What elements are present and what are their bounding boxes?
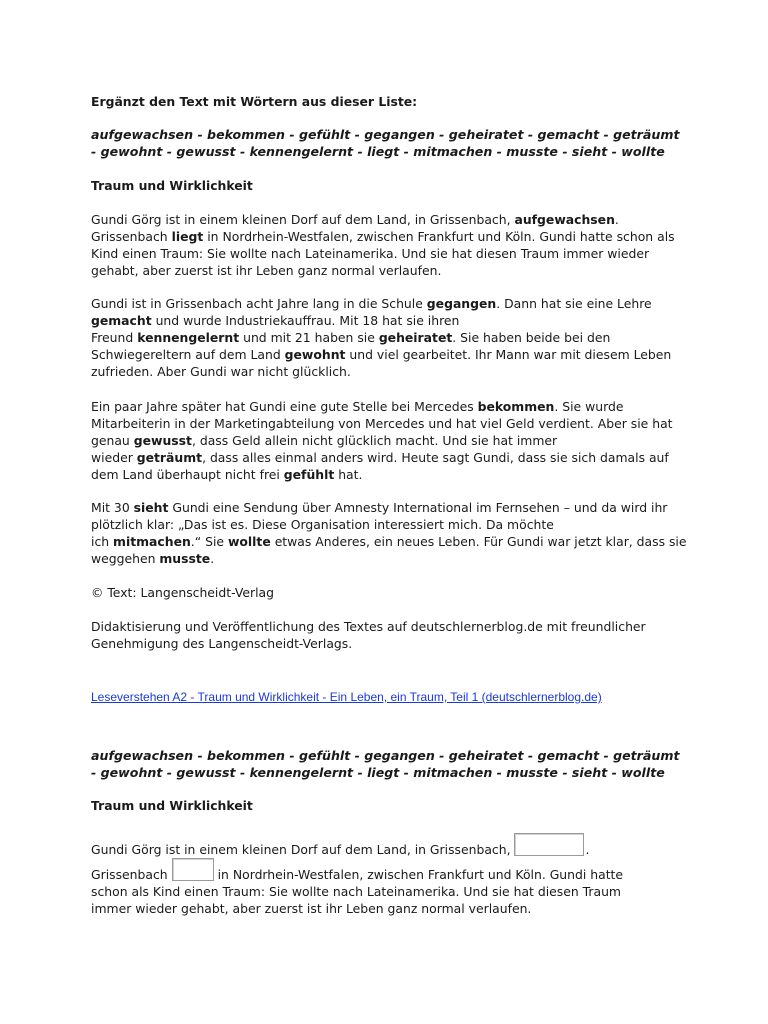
answer-word: musste (159, 551, 211, 566)
text: Gundi ist in Grissenbach acht Jahre lang in die Schule (91, 296, 427, 311)
answer-word: aufgewachsen (514, 212, 615, 227)
answer-word: kennengelernt (137, 330, 240, 345)
text: Ein paar Jahre später hat Gundi eine gute Stelle bei Mercedes (91, 399, 478, 414)
text: .“ Sie (190, 534, 228, 549)
text: Gundi Görg ist in einem kleinen Dorf auf dem Land, in Grissenbach, (91, 842, 511, 857)
text: . Sie wurde Mitarbeiterin in der Marketingabteilung von Mercedes und hat viel Geld verdient. Aber sie hat genau (91, 399, 673, 448)
text: . Grissenbach (91, 212, 619, 244)
story-title: Traum und Wirklichkeit (91, 178, 253, 193)
text: und mit 21 haben sie (239, 330, 379, 345)
text: Gundi Görg ist in einem kleinen Dorf auf dem Land, in Grissenbach, (91, 212, 515, 227)
answer-word: gemacht (91, 313, 152, 328)
answer-word: geheiratet (378, 330, 453, 345)
source-link[interactable]: Leseverstehen A2 - Traum und Wirklichkeit - Ein Leben, ein Traum, Teil 1 (deutschlernerblog.de) (91, 690, 602, 704)
paragraph-1 (91, 211, 691, 279)
answer-word: gegangen (426, 296, 497, 311)
text: in Nordrhein-Westfalen, zwischen Frankfurt und Köln. Gundi hatte (217, 867, 624, 882)
exercise-title: Traum und Wirklichkeit (91, 798, 253, 813)
text: Mit 30 (91, 500, 134, 515)
text: etwas Anderes, ein neues Leben. Für Gundi war jetzt klar, dass sie weggehen (91, 534, 687, 566)
text: schon als Kind einen Traum: Sie wollte nach Lateinamerika. Und sie hat diesen Traum (91, 884, 621, 899)
answer-word: bekommen (477, 399, 555, 414)
answer-word: gewusst (133, 433, 192, 448)
text: und wurde Industriekauffrau. Mit 18 hat sie ihren (151, 313, 460, 328)
text: ich (91, 534, 114, 549)
word-list-line-2: - gewohnt - gewusst - kennengelernt - liegt - mitmachen - musste - sieht - wollte (91, 765, 665, 780)
credit: Didaktisierung und Veröffentlichung des Textes auf deutschlernerblog.de mit freundlicher Genehmigung des Langenscheidt-Verlags. (91, 619, 646, 651)
word-list-line-1: aufgewachsen - bekommen - gefühlt - gegangen - geheiratet - gemacht - geträumt (91, 127, 680, 142)
paragraph-4 (91, 499, 691, 567)
text: immer wieder gehabt, aber zuerst ist ihr Leben ganz normal verlaufen. (91, 901, 532, 916)
text: hat. (334, 467, 363, 482)
text: Grissenbach (91, 867, 168, 882)
text: Freund (91, 330, 138, 345)
answer-word: gefühlt (283, 467, 335, 482)
text: . Sie haben beide bei den Schwiegereltern auf dem Land (91, 330, 611, 362)
answer-word: liegt (171, 229, 204, 244)
instruction: Ergänzt den Text mit Wörtern aus dieser Liste: (91, 94, 418, 109)
answer-word: mitmachen (113, 534, 191, 549)
text: und viel gearbeitet. Ihr Mann war mit diesem Leben zufrieden. Aber Gundi war nicht glücklich. (91, 347, 672, 379)
text: Gundi eine Sendung über Amnesty International im Fernsehen – und da wird ihr plötzlich klar: „Das ist es. Diese Organisation interessiert mich. Da möchte (91, 500, 668, 532)
paragraph-2 (91, 295, 691, 380)
text: , dass Geld allein nicht glücklich macht. Und sie hat immer (191, 433, 558, 448)
answer-input-1[interactable] (514, 833, 584, 856)
word-list (91, 126, 691, 160)
text: wieder (91, 450, 137, 465)
text: in Nordrhein-Westfalen, zwischen Frankfurt und Köln. Gundi hatte schon als Kind einen Traum: Sie wollte nach Lateinamerika. Und sie hat diesen Traum immer wieder gehabt, aber zuerst ist ihr Leben ganz normal verlaufen. (91, 229, 675, 278)
answer-input-2[interactable] (172, 858, 214, 881)
text: . (210, 551, 215, 566)
answer-word: geträumt (136, 450, 203, 465)
copyright: © Text: Langenscheidt-Verlag (91, 585, 274, 600)
word-list-line-2: - gewohnt - gewusst - kennengelernt - liegt - mitmachen - musste - sieht - wollte (91, 144, 665, 159)
answer-word: sieht (133, 500, 169, 515)
exercise-paragraph (91, 833, 691, 917)
text: . Dann hat sie eine Lehre (496, 296, 652, 311)
paragraph-3 (91, 398, 691, 483)
exercise-word-list (91, 747, 691, 781)
word-list-line-1: aufgewachsen - bekommen - gefühlt - gegangen - geheiratet - gemacht - geträumt (91, 748, 680, 763)
text: . (585, 842, 590, 857)
answer-word: wollte (227, 534, 271, 549)
answer-word: gewohnt (284, 347, 346, 362)
text: , dass alles einmal anders wird. Heute sagt Gundi, dass sie sich damals auf dem Land überhaupt nicht frei (91, 450, 669, 482)
